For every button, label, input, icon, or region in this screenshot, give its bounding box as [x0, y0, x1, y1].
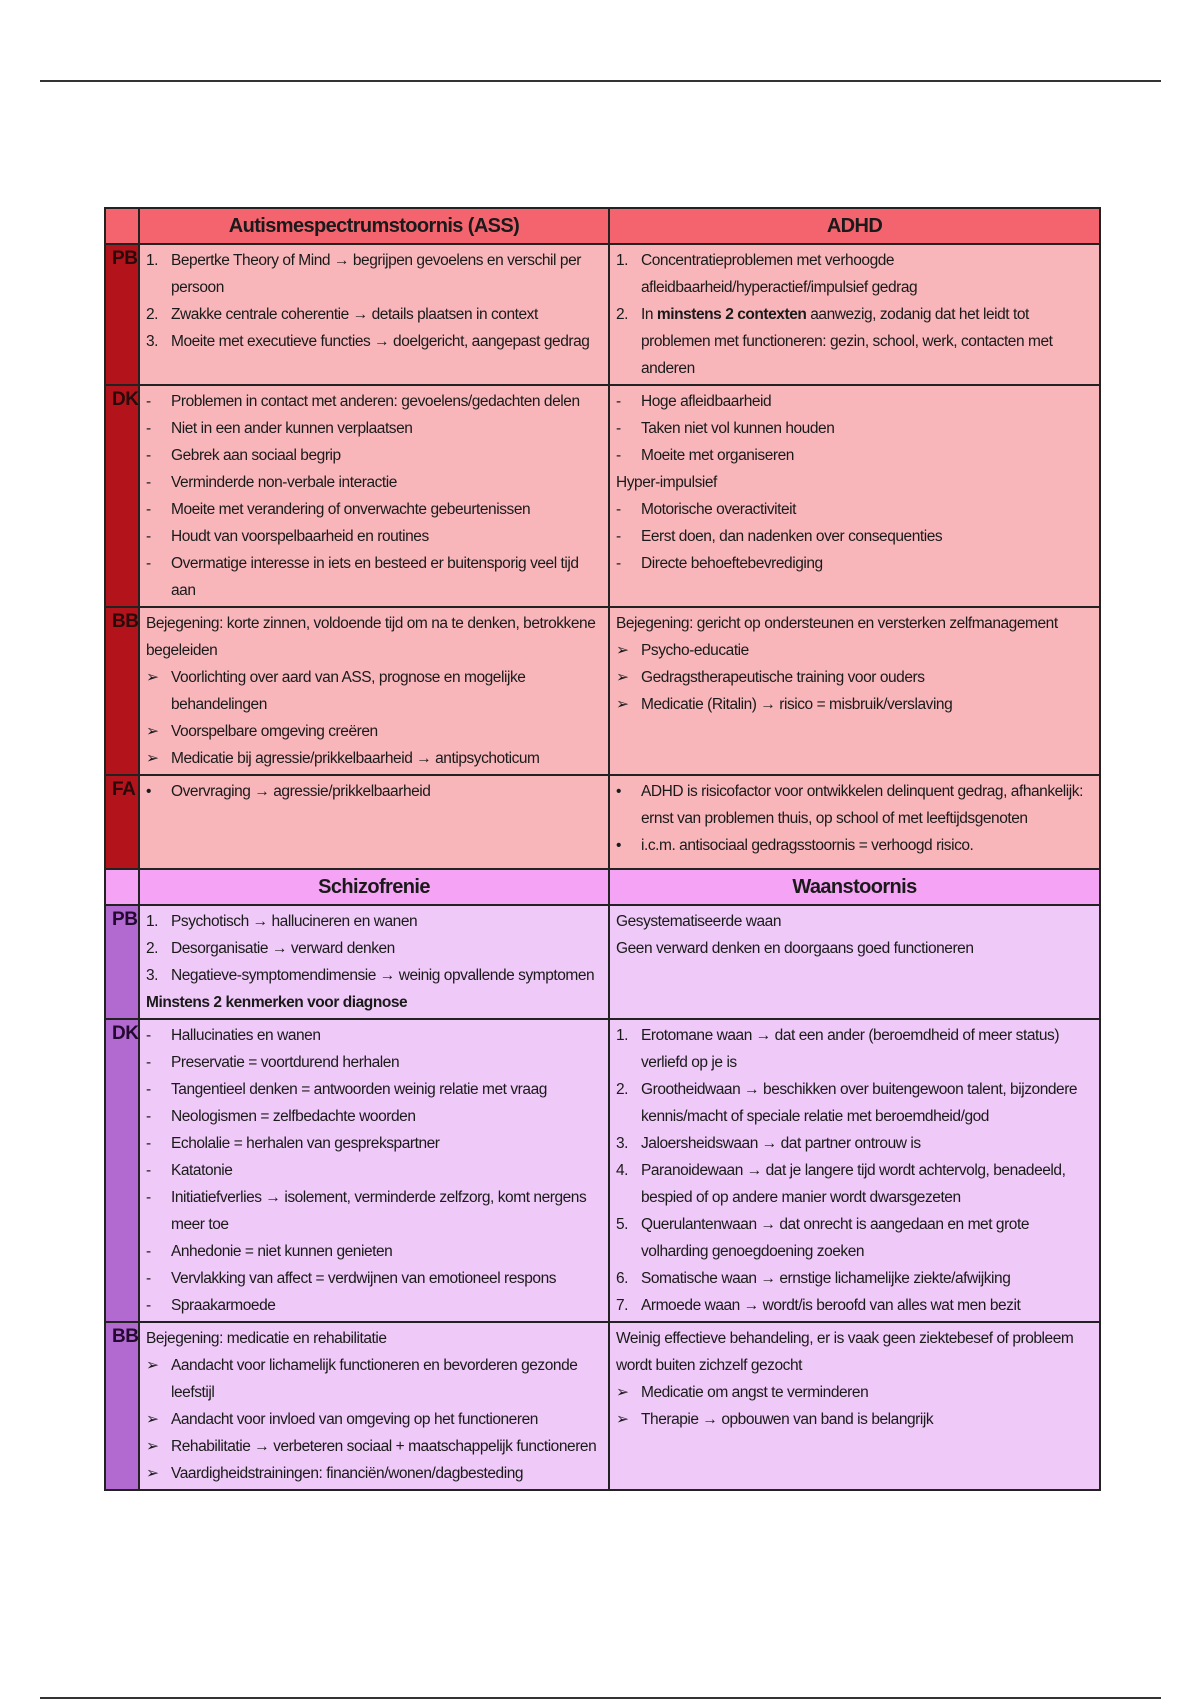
list-item — [146, 908, 602, 935]
list-item-text: Hoge afleidbaarheid — [641, 393, 772, 410]
list-item — [146, 1049, 602, 1076]
list-item — [146, 1103, 602, 1130]
list-marker: - — [146, 1081, 151, 1098]
table-row-bb — [105, 607, 1100, 775]
list-item — [146, 718, 602, 745]
list-item-text: Medicatie om angst te verminderen — [641, 1384, 869, 1401]
list-marker: - — [146, 501, 151, 518]
list-marker: - — [146, 447, 151, 464]
list-item-text: Initiatiefverlies → isolement, verminderde zelfzorg, komt nergens meer toe — [171, 1189, 587, 1233]
list-item — [146, 1076, 602, 1103]
list-item — [616, 442, 1093, 469]
list-item — [616, 415, 1093, 442]
list-marker: ➢ — [146, 1411, 159, 1428]
list-marker: - — [146, 420, 151, 437]
list-item-text: Psychotisch → hallucineren en wanen — [171, 913, 418, 930]
list-marker: - — [616, 447, 621, 464]
text-line: Gesystematiseerde waan — [616, 913, 781, 930]
table-row-dk — [105, 385, 1100, 607]
row-label-dk: DK — [105, 385, 139, 607]
row-label-pb: PB — [105, 244, 139, 385]
table-row-pb — [105, 244, 1100, 385]
list-marker: - — [146, 1108, 151, 1125]
cell-adhd-pb — [609, 244, 1100, 385]
list-marker: ➢ — [146, 669, 159, 686]
footer-rule — [40, 1697, 1161, 1699]
list-marker: - — [146, 1054, 151, 1071]
list-item — [146, 1238, 602, 1265]
list-marker: - — [146, 393, 151, 410]
list-item — [616, 496, 1093, 523]
list-item-text: Neologismen = zelfbedachte woorden — [171, 1108, 416, 1125]
cell-adhd-dk — [609, 385, 1100, 607]
cell-waanstoornis-dk — [609, 1019, 1100, 1322]
list-item — [616, 550, 1093, 577]
list-item — [146, 1352, 602, 1406]
list-marker: - — [616, 393, 621, 410]
list-item-text: Verminderde non-verbale interactie — [171, 474, 397, 491]
list-item-text: Aandacht voor invloed van omgeving op het functioneren — [171, 1411, 538, 1428]
text-line: Geen verward denken en doorgaans goed functioneren — [616, 940, 974, 957]
list-item-text: aanwezig, zodanig dat het leidt tot problemen met functioneren: gezin, school, werk, contacten met anderen — [641, 306, 1053, 377]
list-item — [616, 1292, 1093, 1319]
list-item-text: Concentratieproblemen met verhoogde afleidbaarheid/hyperactief/impulsief gedrag — [641, 252, 918, 296]
table-ass-adhd — [104, 207, 1101, 903]
list-item — [616, 247, 1093, 301]
list-item — [616, 1076, 1093, 1130]
list-item-text: Medicatie bij agressie/prikkelbaarheid → antipsychoticum — [171, 750, 540, 767]
list-item-text: Niet in een ander kunnen verplaatsen — [171, 420, 413, 437]
list-marker: - — [146, 555, 151, 572]
list-item — [146, 1022, 602, 1049]
header-waanstoornis: Waanstoornis — [609, 869, 1100, 905]
list-item-text: Hallucinaties en wanen — [171, 1027, 321, 1044]
list-marker: ➢ — [616, 642, 629, 659]
subheading-hyper-impulsief: Hyper-impulsief — [616, 474, 717, 491]
list-item-text: Armoede waan → wordt/is beroofd van alles wat men bezit — [641, 1297, 1021, 1314]
list-item-text: Desorganisatie → verward denken — [171, 940, 395, 957]
list-marker: - — [146, 1270, 151, 1287]
list-marker: 1. — [146, 913, 159, 930]
list-item — [146, 1460, 602, 1487]
bejegening-text: Bejegening: korte zinnen, voldoende tijd om na te denken, betrokkene begeleiden — [146, 615, 596, 659]
list-item — [146, 1130, 602, 1157]
table-row-pb — [105, 905, 1100, 1019]
list-item-text: Bepertke Theory of Mind → begrijpen gevoelens en verschil per persoon — [171, 252, 581, 296]
list-item-text: Vervlakking van affect = verdwijnen van emotioneel respons — [171, 1270, 557, 1287]
list-item-text: Preservatie = voortdurend herhalen — [171, 1054, 400, 1071]
list-item-text: Anhedonie = niet kunnen genieten — [171, 1243, 393, 1260]
list-item — [616, 301, 1093, 382]
cell-waanstoornis-pb — [609, 905, 1100, 1019]
list-marker: - — [146, 528, 151, 545]
list-marker: 5. — [616, 1216, 629, 1233]
header-corner — [105, 869, 139, 905]
list-item-text: Katatonie — [171, 1162, 233, 1179]
list-item-text: Gedragstherapeutische training voor ouders — [641, 669, 925, 686]
header-rule — [40, 80, 1161, 82]
list-item-text: Motorische overactiviteit — [641, 501, 797, 518]
table-row-bb — [105, 1322, 1100, 1490]
list-marker: ➢ — [146, 750, 159, 767]
header-schizofrenie: Schizofrenie — [139, 869, 609, 905]
list-item-text: Grootheidwaan → beschikken over buitengewoon talent, bijzondere kennis/macht of speciale relatie met beroemdheid/god — [641, 1081, 1078, 1125]
list-item — [146, 1406, 602, 1433]
list-marker: - — [616, 420, 621, 437]
list-marker: - — [146, 1189, 151, 1206]
cell-ass-pb — [139, 244, 609, 385]
list-marker: - — [146, 474, 151, 491]
table-header-row — [105, 208, 1100, 244]
list-marker: 2. — [146, 306, 159, 323]
list-item-text: Medicatie (Ritalin) → risico = misbruik/verslaving — [641, 696, 953, 713]
list-marker: ➢ — [616, 696, 629, 713]
list-item-text: Jaloersheidswaan → dat partner ontrouw is — [641, 1135, 921, 1152]
list-item-text: ADHD is risicofactor voor ontwikkelen delinquent gedrag, afhankelijk: ernst van problemen thuis, op school of met leeftijdsgenoten — [641, 783, 1083, 827]
list-item — [146, 935, 602, 962]
row-label-dk: DK — [105, 1019, 139, 1322]
cell-schizofrenie-bb — [139, 1322, 609, 1490]
list-marker: - — [616, 528, 621, 545]
list-marker: ➢ — [616, 669, 629, 686]
header-corner — [105, 208, 139, 244]
list-item — [616, 1211, 1093, 1265]
header-adhd: ADHD — [609, 208, 1100, 244]
list-marker: 2. — [616, 306, 629, 323]
list-item-text: Eerst doen, dan nadenken over consequenties — [641, 528, 943, 545]
list-marker: - — [146, 1162, 151, 1179]
row-label-pb: PB — [105, 905, 139, 1019]
list-marker: 2. — [146, 940, 159, 957]
list-item — [146, 523, 602, 550]
list-item-text: Psycho-educatie — [641, 642, 749, 659]
list-item-text: Tangentieel denken = antwoorden weinig relatie met vraag — [171, 1081, 547, 1098]
list-marker: 3. — [146, 333, 159, 350]
list-marker: • — [146, 783, 151, 800]
list-marker: 7. — [616, 1297, 629, 1314]
bejegening-text: Bejegening: gericht op ondersteunen en versterken zelfmanagement — [616, 615, 1058, 632]
list-marker: 3. — [146, 967, 159, 984]
list-marker: ➢ — [146, 1465, 159, 1482]
list-marker: • — [616, 837, 621, 854]
bejegening-text: Bejegening: medicatie en rehabilitatie — [146, 1330, 387, 1347]
list-item-text: Directe behoeftebevrediging — [641, 555, 823, 572]
list-item — [146, 301, 602, 328]
list-item-text: Paranoidewaan → dat je langere tijd wordt achtervolg, benadeeld, bespied of op andere manier wordt dwarsgezeten — [641, 1162, 1066, 1206]
row-label-bb: BB — [105, 1322, 139, 1490]
list-marker: - — [146, 1027, 151, 1044]
list-item-text: Negatieve-symptomendimensie → weinig opvallende symptomen — [171, 967, 595, 984]
table-row-dk — [105, 1019, 1100, 1322]
list-item-text: Zwakke centrale coherentie → details plaatsen in context — [171, 306, 538, 323]
cell-adhd-bb — [609, 607, 1100, 775]
list-item — [146, 1184, 602, 1238]
row-label-bb: BB — [105, 607, 139, 775]
list-item — [146, 388, 602, 415]
list-item-text: Therapie → opbouwen van band is belangrijk — [641, 1411, 934, 1428]
list-marker: ➢ — [616, 1411, 629, 1428]
list-item — [146, 469, 602, 496]
list-item — [616, 1157, 1093, 1211]
list-item — [616, 1379, 1093, 1406]
list-item-text: Aandacht voor lichamelijk functioneren en bevorderen gezonde leefstijl — [171, 1357, 578, 1401]
cell-ass-bb — [139, 607, 609, 775]
list-item-text: Moeite met organiseren — [641, 447, 794, 464]
cell-schizofrenie-dk — [139, 1019, 609, 1322]
list-item — [616, 1022, 1093, 1076]
list-item — [146, 328, 602, 355]
list-item-text: Overmatige interesse in iets en besteed er buitensporig veel tijd aan — [171, 555, 579, 599]
list-item-text: Voorspelbare omgeving creëren — [171, 723, 378, 740]
list-item — [146, 962, 602, 989]
list-marker: 1. — [146, 252, 159, 269]
list-item-text: minstens 2 contexten — [656, 306, 807, 323]
list-item — [616, 1130, 1093, 1157]
list-item — [146, 442, 602, 469]
list-marker: - — [616, 555, 621, 572]
list-marker: - — [616, 501, 621, 518]
list-marker: 1. — [616, 252, 629, 269]
list-item-text: Moeite met verandering of onverwachte gebeurtenissen — [171, 501, 531, 518]
behandeling-text: Weinig effectieve behandeling, er is vaak geen ziektebesef of probleem wordt buiten zichzelf gezocht — [616, 1330, 1074, 1374]
list-marker: ➢ — [146, 723, 159, 740]
list-item-text: Spraakarmoede — [171, 1297, 276, 1314]
list-item-text: Rehabilitatie → verbeteren sociaal + maatschappelijk functioneren — [171, 1438, 597, 1455]
list-item-text: Overvraging → agressie/prikkelbaarheid — [171, 783, 431, 800]
list-item — [146, 550, 602, 604]
list-item — [146, 1265, 602, 1292]
list-marker: ➢ — [146, 1357, 159, 1374]
list-item-text: Gebrek aan sociaal begrip — [171, 447, 341, 464]
list-item-text: Vaardigheidstrainingen: financiën/wonen/dagbesteding — [171, 1465, 524, 1482]
cell-schizofrenie-pb — [139, 905, 609, 1019]
list-item — [616, 691, 1093, 718]
list-item — [146, 415, 602, 442]
list-item-text: Querulantenwaan → dat onrecht is aangedaan en met grote volharding genoegdoening zoeken — [641, 1216, 1029, 1260]
list-item — [616, 832, 1093, 859]
diagnosis-note: Minstens 2 kenmerken voor diagnose — [146, 994, 408, 1011]
list-marker: 4. — [616, 1162, 629, 1179]
list-item-text: Problemen in contact met anderen: gevoelens/gedachten delen — [171, 393, 580, 410]
list-item — [146, 1292, 602, 1319]
cell-waanstoornis-bb — [609, 1322, 1100, 1490]
list-item — [146, 247, 602, 301]
list-marker: 3. — [616, 1135, 629, 1152]
list-item — [616, 1265, 1093, 1292]
list-marker: 2. — [616, 1081, 629, 1098]
list-item-text: Erotomane waan → dat een ander (beroemdheid of meer status) verliefd op je is — [641, 1027, 1060, 1071]
list-item — [616, 388, 1093, 415]
table-schizofrenie-waanstoornis — [104, 868, 1101, 1491]
list-item — [616, 523, 1093, 550]
list-item — [616, 637, 1093, 664]
list-item — [616, 664, 1093, 691]
list-marker: ➢ — [146, 1438, 159, 1455]
table-header-row — [105, 869, 1100, 905]
list-item — [146, 1157, 602, 1184]
list-item-text: Echolalie = herhalen van gesprekspartner — [171, 1135, 440, 1152]
list-item-text: i.c.m. antisociaal gedragsstoornis = verhoogd risico. — [641, 837, 974, 854]
list-item-text: Moeite met executieve functies → doelgericht, aangepast gedrag — [171, 333, 590, 350]
list-item — [146, 664, 602, 718]
list-marker: ➢ — [616, 1384, 629, 1401]
list-marker: 1. — [616, 1027, 629, 1044]
list-marker: • — [616, 783, 621, 800]
list-item — [616, 1406, 1093, 1433]
row-label-fa: FA — [105, 775, 139, 902]
cell-ass-dk — [139, 385, 609, 607]
list-item-text: Taken niet vol kunnen houden — [641, 420, 835, 437]
list-item — [146, 1433, 602, 1460]
list-marker: 6. — [616, 1270, 629, 1287]
list-item — [146, 496, 602, 523]
list-item-text: In — [641, 306, 657, 323]
header-ass: Autismespectrumstoornis (ASS) — [139, 208, 609, 244]
list-item — [146, 778, 602, 805]
list-item-text: Houdt van voorspelbaarheid en routines — [171, 528, 429, 545]
list-item — [616, 778, 1093, 832]
list-item-text: Voorlichting over aard van ASS, prognose en mogelijke behandelingen — [171, 669, 526, 713]
list-marker: - — [146, 1243, 151, 1260]
list-marker: - — [146, 1135, 151, 1152]
list-marker: - — [146, 1297, 151, 1314]
list-item — [146, 745, 602, 772]
list-item-text: Somatische waan → ernstige lichamelijke ziekte/afwijking — [641, 1270, 1011, 1287]
